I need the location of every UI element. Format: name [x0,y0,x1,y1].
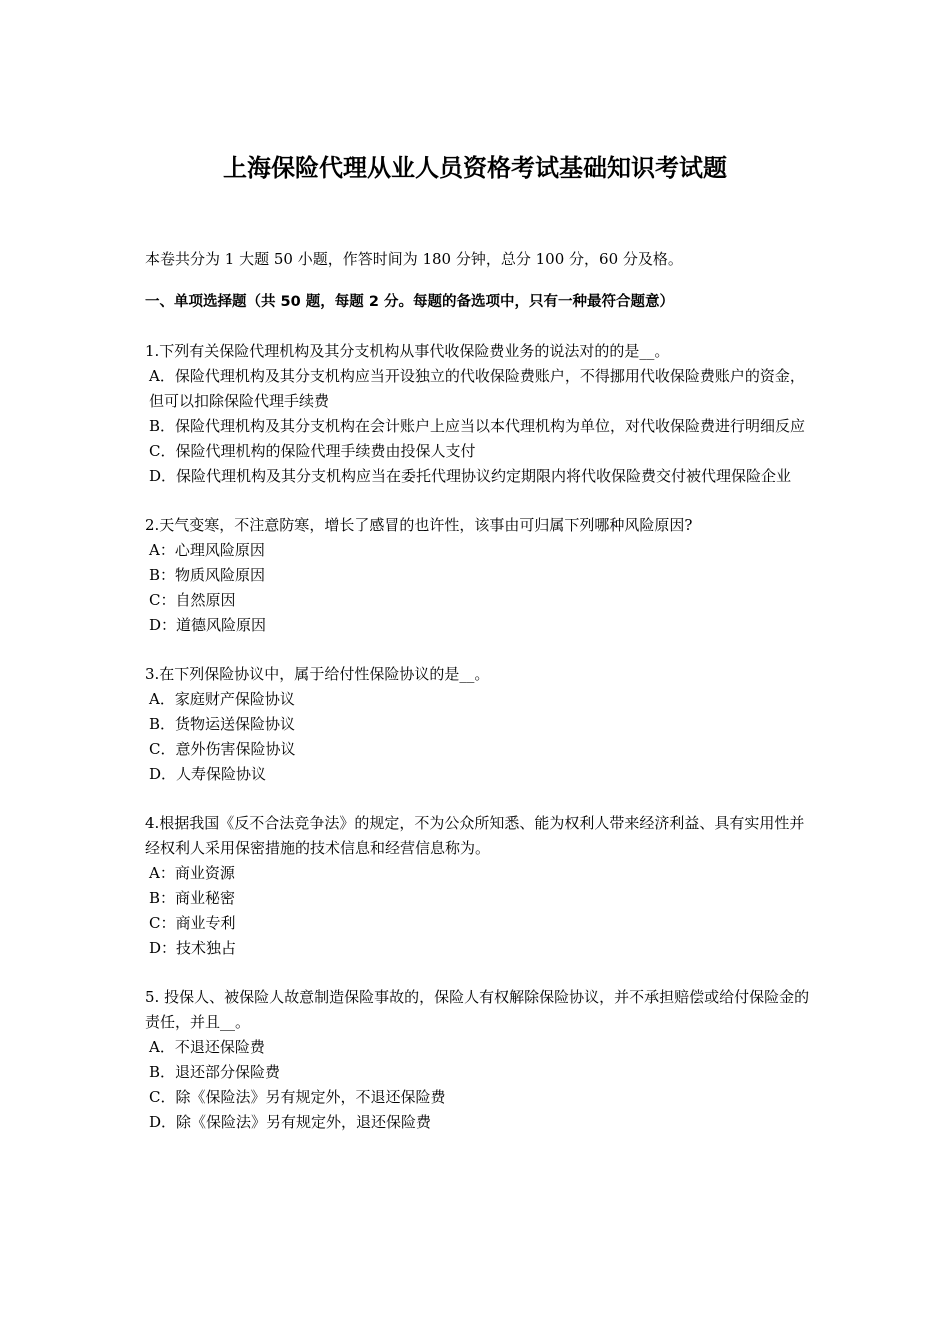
option-d: D：技术独占 [149,939,237,957]
question-stem: 2.天气变寒，不注意防寒，增长了感冒的也许性，该事由可归属下列哪种风险原因? [145,516,693,534]
exam-intro: 本卷共分为 1 大题 50 小题，作答时间为 180 分钟，总分 100 分，60 分及格。 [145,250,683,268]
option-c: C．保险代理机构的保险代理手续费由投保人支付 [149,442,476,460]
question-stem: 5. 投保人、被保险人故意制造保险事故的，保险人有权解除保险协议，并不承担赔偿或给付保险金的责任，并且__。 [145,988,810,1031]
option-a: A：心理风险原因 [149,541,265,559]
option-a: A．保险代理机构及其分支机构应当开设独立的代收保险费账户，不得挪用代收保险费账户的资金，但可以扣除保险代理手续费 [149,367,805,410]
option-c: C：自然原因 [149,591,236,609]
option-b: B：物质风险原因 [149,566,266,584]
section-heading: 一、单项选择题（共 50 题，每题 2 分。每题的备选项中，只有一种最符合题意） [145,294,674,310]
question-stem: 4.根据我国《反不合法竞争法》的规定，不为公众所知悉、能为权利人带来经济利益、具有实用性并经权利人采用保密措施的技术信息和经营信息称为。 [145,814,805,857]
option-d: D．人寿保险协议 [149,765,267,783]
question-5 [145,985,810,1135]
document-body [145,247,810,1159]
option-b: B：商业秘密 [149,889,236,907]
option-d: D．保险代理机构及其分支机构应当在委托代理协议约定期限内将代收保险费交付被代理保险企业 [149,467,792,485]
option-d: D：道德风险原因 [149,616,267,634]
question-1 [145,339,810,489]
option-a: A．家庭财产保险协议 [149,690,295,708]
option-c: C．意外伤害保险协议 [149,740,296,758]
option-a: A．不退还保险费 [149,1038,265,1056]
question-stem: 1.下列有关保险代理机构及其分支机构从事代收保险费业务的说法对的的是__。 [145,342,670,360]
question-stem: 3.在下列保险协议中，属于给付性保险协议的是__。 [145,665,490,683]
option-b: B．保险代理机构及其分支机构在会计账户上应当以本代理机构为单位，对代收保险费进行明细反应 [149,417,806,435]
question-3 [145,662,810,787]
question-4 [145,811,810,961]
option-b: B．货物运送保险协议 [149,715,296,733]
option-d: D．除《保险法》另有规定外，退还保险费 [149,1113,432,1131]
option-a: A：商业资源 [149,864,235,882]
question-2 [145,513,810,638]
document-title: 上海保险代理从业人员资格考试基础知识考试题 [223,154,727,182]
option-b: B．退还部分保险费 [149,1063,281,1081]
option-c: C：商业专利 [149,914,236,932]
option-c: C．除《保险法》另有规定外，不退还保险费 [149,1088,446,1106]
